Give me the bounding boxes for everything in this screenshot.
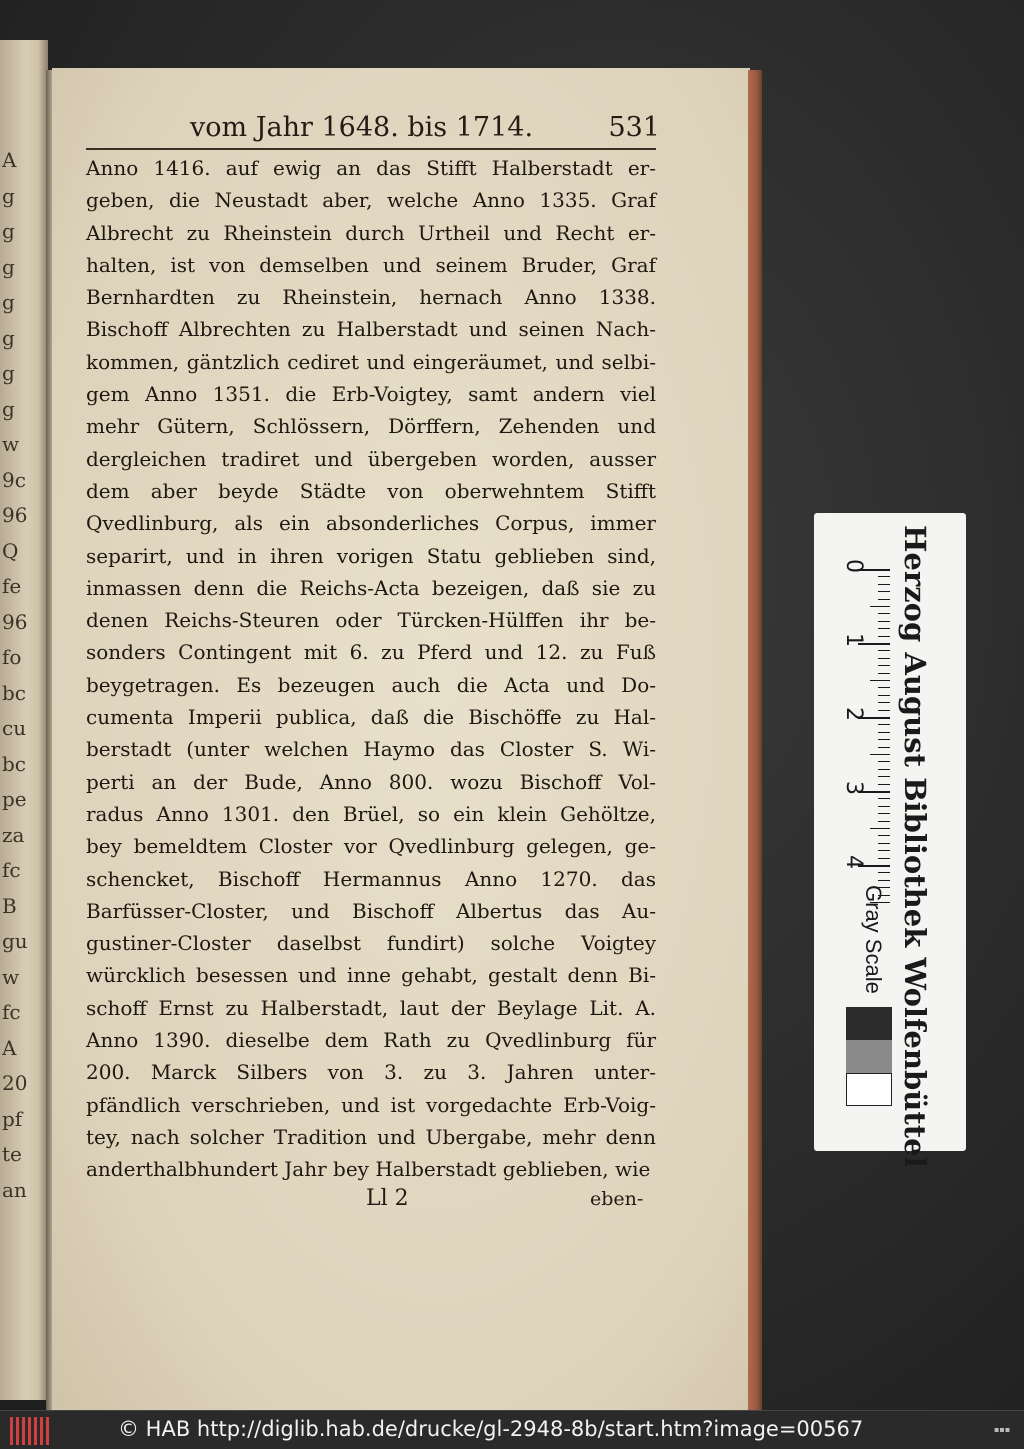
ruler-tick xyxy=(878,673,890,674)
library-name: Herzog August Bibliothek Wolfenbüttel xyxy=(898,525,932,1168)
prev-page-fragment: g xyxy=(2,325,15,350)
head-rule xyxy=(86,148,656,150)
prev-page-fragment: 96 xyxy=(2,503,28,527)
copyright-link[interactable]: © HAB http://diglib.hab.de/drucke/gl-2948-8b/start.htm?image=00567 xyxy=(118,1417,864,1441)
gray-swatch-mid xyxy=(846,1040,892,1073)
text-line: perti an der Bude, Anno 800. wozu Bischoff Vol- xyxy=(86,769,656,794)
ruler-tick xyxy=(878,591,890,592)
prev-page-fragment: A xyxy=(2,148,17,172)
ruler-tick xyxy=(878,739,890,740)
running-head xyxy=(190,108,660,148)
ruler-tick xyxy=(878,850,890,851)
prev-page-fragment: gu xyxy=(2,929,28,953)
prev-page-fragment: pe xyxy=(2,787,27,811)
prev-page-fragment: fo xyxy=(2,645,22,669)
ruler-tick xyxy=(878,843,890,844)
ruler-tick xyxy=(870,828,890,829)
prev-page-fragment: za xyxy=(2,822,25,847)
text-line: bey bemeldtem Closter vor Qvedlinburg gelegen, ge- xyxy=(86,834,656,859)
viewer-footer xyxy=(0,1410,1024,1449)
ruler-number: 4 xyxy=(841,855,866,869)
ruler-tick xyxy=(878,702,890,703)
catchword: eben- xyxy=(590,1188,644,1210)
ruler-tick xyxy=(878,732,890,733)
prev-page-fragment: w xyxy=(2,432,20,456)
text-line: dergleichen tradiret und übergeben worden, ausser xyxy=(86,446,656,471)
text-line: Qvedlinburg, als ein absonderliches Corpus, immer xyxy=(86,511,656,536)
prev-page-fragment: fc xyxy=(2,858,21,882)
text-line: Barfüsser-Closter, und Bischoff Albertus das Au- xyxy=(86,898,656,923)
ruler-tick xyxy=(878,613,890,614)
running-head-title: vom Jahr 1648. bis 1714. xyxy=(190,112,534,143)
prev-page-fragment: Q xyxy=(2,538,19,563)
text-line: sonders Contingent mit 6. zu Pferd und 12. zu Fuß xyxy=(86,640,656,665)
ruler-number: 1 xyxy=(841,633,866,647)
text-line: beygetragen. Es bezeugen auch die Acta und Do- xyxy=(86,672,656,697)
text-line: Bischoff Albrechten zu Halberstadt und seinen Nach- xyxy=(86,317,656,342)
prev-page-fragment: w xyxy=(2,964,20,989)
ruler-tick xyxy=(878,665,890,666)
prev-page-fragment: bc xyxy=(2,751,27,776)
ruler-tick xyxy=(878,872,890,873)
prev-page-fragment: g xyxy=(2,290,15,314)
text-line: cumenta Imperii publica, daß die Bischöffe zu Hal- xyxy=(86,705,656,730)
prev-page-fragment: g xyxy=(2,219,15,243)
text-line: kommen, gäntzlich cediret und eingeräumet, und selbi- xyxy=(86,349,656,374)
prev-page-fragment: bc xyxy=(2,680,27,705)
ruler-tick xyxy=(878,628,890,629)
text-line: anderthalbhundert Jahr bey Halberstadt geblieben, wie xyxy=(86,1157,651,1182)
text-line: radus Anno 1301. den Brüel, so ein klein Gehöltze, xyxy=(86,801,656,826)
gray-scale-label: Gray Scale xyxy=(861,885,886,994)
ruler-tick xyxy=(878,761,890,762)
page-number: 531 xyxy=(608,112,660,143)
ruler-tick xyxy=(878,835,890,836)
gray-swatch-white xyxy=(846,1073,892,1106)
ruler-tick xyxy=(870,606,890,607)
prev-page-fragment: g xyxy=(2,183,15,208)
ruler-number: 0 xyxy=(841,559,866,573)
text-line: geben, die Neustadt aber, welche Anno 1335. Graf xyxy=(86,188,656,213)
prev-page-fragment: g xyxy=(2,254,15,279)
ruler-tick xyxy=(878,806,890,807)
signature-mark: Ll 2 xyxy=(366,1186,409,1211)
ruler-tick xyxy=(878,858,890,859)
ruler-tick xyxy=(878,776,890,777)
text-line: inmassen denn die Reichs-Acta bezeigen, daß sie zu xyxy=(86,575,656,600)
text-line: berstadt (unter welchen Haymo das Closter S. Wi- xyxy=(86,737,656,762)
prev-page-fragment: fe xyxy=(2,574,22,598)
ruler-tick xyxy=(878,687,890,688)
ruler-tick xyxy=(878,813,890,814)
text-line: gem Anno 1351. die Erb-Voigtey, samt andern viel xyxy=(86,382,656,407)
text-line: gustiner-Closter daselbst fundirt) solche Voigtey xyxy=(86,931,656,956)
ruler-tick xyxy=(878,769,890,770)
prev-page-fragment: fc xyxy=(2,1000,21,1024)
text-line: schencket, Bischoff Hermannus Anno 1270. das xyxy=(86,866,656,891)
text-line: schoff Ernst zu Halberstadt, laut der Beylage Lit. A. xyxy=(86,995,656,1020)
text-line: Bernhardten zu Rheinstein, hernach Anno 1338. xyxy=(86,285,656,310)
centimeter-scale xyxy=(841,553,884,893)
ruler-tick xyxy=(878,584,890,585)
ruler-tick xyxy=(878,599,890,600)
ruler-tick xyxy=(878,695,890,696)
page-fore-edge xyxy=(748,70,762,1410)
ruler-tick xyxy=(878,880,890,881)
prev-page-fragment: g xyxy=(2,396,15,421)
gray-swatch-dark xyxy=(846,1007,892,1040)
text-line: halten, ist von demselben und seinem Bruder, Graf xyxy=(86,252,656,277)
text-line: 200. Marck Silbers von 3. zu 3. Jahren unter- xyxy=(86,1060,656,1085)
text-line: dem aber beyde Städte von oberwehntem Stifft xyxy=(86,478,656,503)
ruler-number: 3 xyxy=(841,781,866,795)
text-line: denen Reichs-Steuren oder Türcken-Hülffen ihr be- xyxy=(86,608,656,633)
text-line: separirt, und in ihren vorigen Statu geblieben sind, xyxy=(86,543,656,568)
prev-page-fragment: te xyxy=(2,1142,22,1166)
prev-page-fragment: pf xyxy=(2,1106,23,1131)
ruler-number: 2 xyxy=(841,707,866,721)
prev-page-fragment: cu xyxy=(2,716,27,740)
hab-logo-icon xyxy=(8,1417,52,1445)
prev-page-fragment: A xyxy=(2,1035,17,1060)
ruler-tick xyxy=(870,754,890,755)
ruler-tick xyxy=(878,747,890,748)
ruler-tick xyxy=(878,576,890,577)
prev-page-fragment: B xyxy=(2,893,17,918)
text-line: pfändlich verschrieben, und ist vorgedachte Erb-Voig- xyxy=(86,1092,656,1117)
ruler-tick xyxy=(870,680,890,681)
ruler-tick xyxy=(878,650,890,651)
prev-page-fragment: g xyxy=(2,361,15,385)
ruler-tick xyxy=(878,636,890,637)
ruler-tick xyxy=(878,621,890,622)
text-line: Anno 1416. auf ewig an das Stifft Halberstadt er- xyxy=(86,156,656,180)
scale-ruler-card xyxy=(814,513,966,1168)
ruler-tick xyxy=(878,821,890,822)
prev-page-fragment: 20 xyxy=(2,1071,28,1095)
previous-page-edge xyxy=(0,40,48,1400)
ruler-tick xyxy=(878,784,890,785)
ruler-tick xyxy=(878,658,890,659)
body-text xyxy=(86,152,656,1186)
prev-page-fragment: 9c xyxy=(2,467,26,492)
ruler-tick xyxy=(878,724,890,725)
text-line: Anno 1390. dieselbe dem Rath zu Qvedlinburg für xyxy=(86,1028,656,1053)
ruler-tick xyxy=(878,710,890,711)
menu-dots-icon[interactable]: ▪▪▪ xyxy=(994,1425,1011,1434)
prev-page-fragment: an xyxy=(2,1177,27,1202)
text-line: mehr Gütern, Schlössern, Dörffern, Zehenden und xyxy=(86,414,656,439)
ruler-tick xyxy=(878,798,890,799)
text-line: Albrecht zu Rheinstein durch Urtheil und Recht er- xyxy=(86,220,656,245)
prev-page-fragment: 96 xyxy=(2,609,28,634)
text-line: tey, nach solcher Tradition und Ubergabe, mehr denn xyxy=(86,1124,656,1149)
text-line: würcklich besessen und inne gehabt, gestalt denn Bi- xyxy=(86,963,656,988)
